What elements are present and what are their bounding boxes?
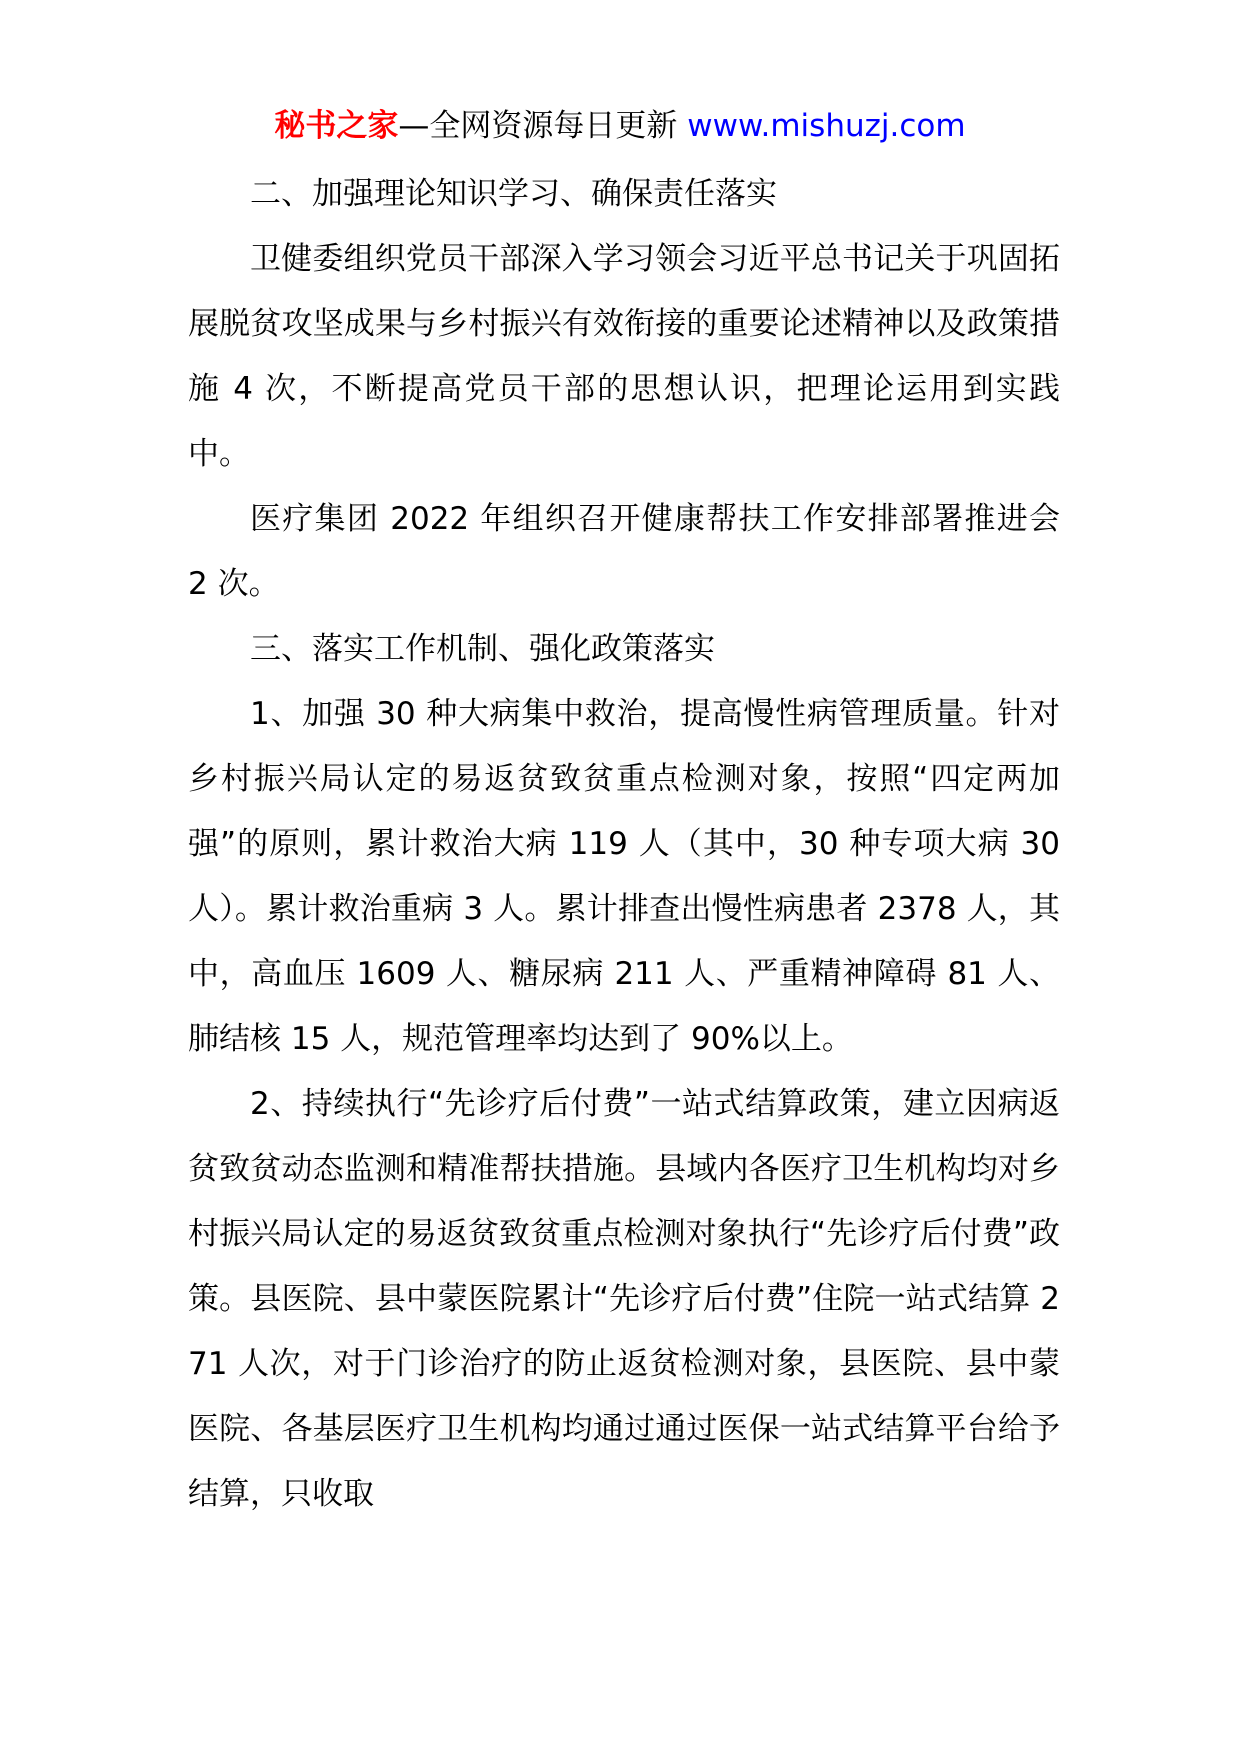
paragraph-theory-study: 卫健委组织党员干部深入学习领会习近平总书记关于巩固拓展脱贫攻坚成果与乡村振兴有效衔接的重要论述精神以及政策措施 4 次，不断提高党员干部的思想认识，把理论运用到实践中。 xyxy=(188,241,1060,472)
site-brand: 秘书之家 xyxy=(274,108,399,144)
page-header xyxy=(0,104,1240,148)
section-heading-3: 三、落实工作机制、强化政策落实 xyxy=(250,631,715,667)
paragraph-medical-group: 医疗集团 2022 年组织召开健康帮扶工作安排部署推进会 2 次。 xyxy=(188,501,1060,602)
paragraph-item-2: 2、持续执行“先诊疗后付费”一站式结算政策，建立因病返贫致贫动态监测和精准帮扶措施。县域内各医疗卫生机构均对乡村振兴局认定的易返贫致贫重点检测对象执行“先诊疗后付费”政策。县医院、县中蒙医院累计“先诊疗后付费”住院一站式结算 271 人次，对于门诊治疗的防止返贫检测对象，县医院、县中蒙医院、各基层医疗卫生机构均通过通过医保一站式结算平台给予结算，只收取 xyxy=(188,1086,1060,1512)
site-tagline: —全网资源每日更新 xyxy=(398,108,678,144)
document-body xyxy=(188,162,1060,1527)
paragraph-item-1: 1、加强 30 种大病集中救治，提高慢性病管理质量。针对乡村振兴局认定的易返贫致贫重点检测对象，按照“四定两加强”的原则，累计救治大病 119 人（其中，30 种专项大病 30 人）。累计救治重病 3 人。累计排查出慢性病患者 2378 人，其中，高血压 1609 人、糖尿病 211 人、严重精神障碍 81 人、肺结核 15 人，规范管理率均达到了 90%以上。 xyxy=(188,696,1060,1057)
site-url-link[interactable]: www.mishuzj.com xyxy=(687,108,966,144)
section-heading-2: 二、加强理论知识学习、确保责任落实 xyxy=(250,176,777,212)
